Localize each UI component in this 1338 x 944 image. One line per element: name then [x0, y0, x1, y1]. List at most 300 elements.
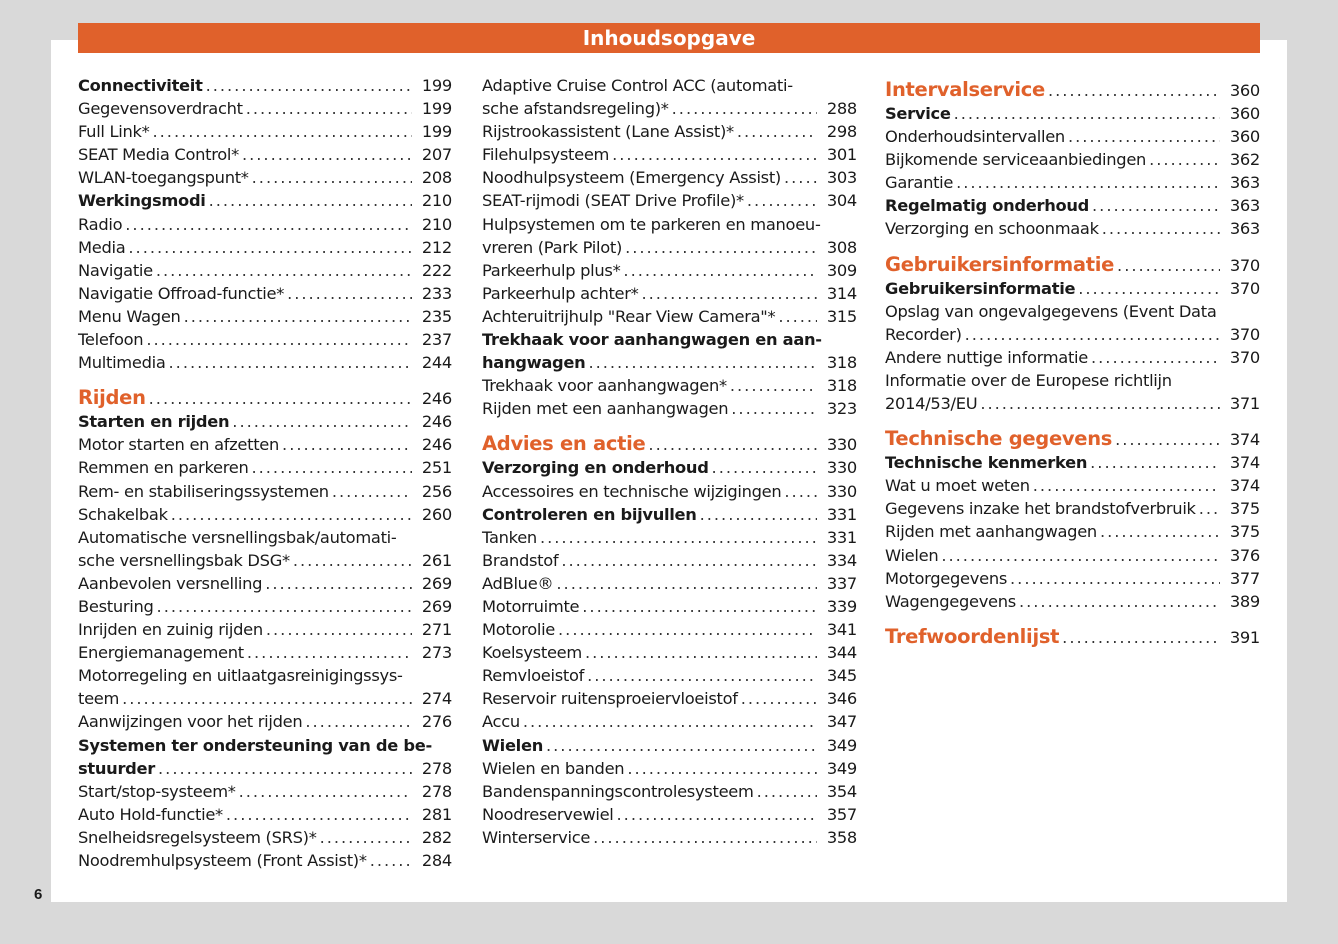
dot-leader [730, 376, 817, 395]
toc-entry-page: 212 [421, 237, 452, 257]
toc-entry[interactable] [78, 435, 452, 458]
toc-entry[interactable] [885, 150, 1260, 173]
toc-entry-title: Intervalservice [885, 78, 1045, 101]
toc-entry[interactable] [78, 712, 452, 735]
dot-leader [1100, 522, 1220, 541]
toc-entry[interactable] [78, 828, 452, 851]
toc-entry-title: Recorder) [885, 324, 962, 344]
toc-entry-page: 358 [826, 827, 857, 847]
toc-entry[interactable] [78, 482, 452, 505]
toc-entry[interactable] [885, 173, 1260, 196]
dot-leader [585, 643, 817, 662]
toc-entry-title: Opslag van ongevalgegevens (Event Data [885, 301, 1217, 321]
dot-leader [1091, 348, 1220, 367]
toc-entry[interactable] [885, 325, 1260, 348]
dot-leader [305, 712, 411, 731]
dot-leader [617, 805, 817, 824]
toc-entry-title: teem [78, 689, 120, 709]
dot-leader [226, 805, 412, 824]
toc-entry-page: 331 [826, 504, 857, 524]
dot-leader [1199, 499, 1220, 518]
toc-entry-page: 235 [421, 306, 452, 326]
toc-entry-title: Koelsysteem [482, 643, 582, 663]
toc-entry-page: 389 [1229, 591, 1260, 611]
toc-entry-page: 374 [1229, 453, 1260, 473]
toc-entry-page: 199 [421, 122, 452, 142]
toc-entry-page: 374 [1229, 430, 1260, 450]
toc-entry[interactable] [78, 353, 452, 376]
toc-entry[interactable] [885, 476, 1260, 499]
toc-entry-title: Connectiviteit [78, 76, 203, 95]
toc-entry[interactable] [885, 371, 1260, 394]
toc-entry[interactable] [78, 551, 452, 574]
dot-leader [980, 394, 1219, 413]
dot-leader [251, 458, 411, 477]
toc-entry-title: AdBlue® [482, 573, 554, 593]
toc-entry[interactable] [78, 122, 452, 145]
toc-entry-title: Systemen ter ondersteuning van de be- [78, 735, 432, 755]
toc-entry-page: 237 [421, 330, 452, 350]
toc-entry-page: 278 [421, 758, 452, 778]
toc-entry-page: 360 [1229, 81, 1260, 100]
toc-entry-title: Motorruimte [482, 596, 580, 616]
dot-leader [1149, 150, 1220, 169]
toc-entry-page: 330 [826, 481, 857, 501]
toc-entry-title: Brandstof [482, 550, 559, 570]
dot-leader [153, 122, 412, 141]
toc-entry-page: 360 [1229, 127, 1260, 147]
toc-entry-title: Adaptive Cruise Control ACC (automati- [482, 76, 793, 95]
toc-entry[interactable] [78, 261, 452, 284]
toc-entry-page: 269 [421, 596, 452, 616]
toc-entry[interactable] [78, 168, 452, 191]
toc-entry-page: 318 [826, 353, 857, 373]
toc-entry-title: Telefoon [78, 330, 144, 350]
toc-entry-title: Automatische versnellingsbak/automati- [78, 527, 397, 547]
toc-entry[interactable] [78, 145, 452, 168]
toc-entry-page: 271 [421, 620, 452, 640]
toc-entry-title: Full Link* [78, 122, 150, 142]
toc-entry-title: Rijden met aanhangwagen [885, 522, 1097, 542]
toc-entry[interactable] [78, 215, 452, 238]
toc-entry-title: Radio [78, 214, 123, 234]
toc-entry-page: 199 [421, 76, 452, 95]
toc-entry-page: 339 [826, 596, 857, 616]
toc-entry-title: Snelheidsregelsysteem (SRS)* [78, 827, 317, 847]
toc-entry-page: 273 [421, 643, 452, 663]
dot-leader [561, 551, 816, 570]
toc-entry-page: 301 [826, 145, 857, 165]
toc-entry-page: 344 [826, 643, 857, 663]
dot-leader [587, 666, 817, 685]
toc-entry-page: 347 [826, 712, 857, 732]
dot-leader [282, 435, 412, 454]
dot-leader [293, 551, 412, 570]
dot-leader [546, 736, 817, 755]
toc-entry-title: Accu [482, 712, 520, 732]
toc-entry[interactable] [78, 851, 452, 874]
toc-entry-title: Wielen en banden [482, 758, 625, 778]
dot-leader [1078, 279, 1220, 298]
toc-entry-title: Technische kenmerken [885, 453, 1088, 473]
dot-leader [747, 191, 817, 210]
toc-entry[interactable] [885, 219, 1260, 242]
toc-entry[interactable] [482, 828, 857, 851]
toc-entry-title: Navigatie Offroad-functie* [78, 283, 285, 303]
dot-leader [247, 643, 412, 662]
toc-entry-page: 371 [1229, 394, 1260, 414]
dot-leader [556, 574, 816, 593]
toc-entry-title: Reservoir ruitensproeiervloeistof [482, 689, 738, 709]
toc-entry-title: Motorgegevens [885, 568, 1008, 588]
page-title: Inhoudsopgave [78, 23, 1260, 53]
toc-entry-title: Gebruikersinformatie [885, 278, 1076, 298]
toc-column-3 [885, 78, 1260, 651]
toc-entry-title: SEAT-rijmodi (SEAT Drive Profile)* [482, 191, 744, 211]
toc-entry-title: Energiemanagement [78, 643, 244, 663]
toc-entry[interactable] [482, 620, 857, 643]
dot-leader [156, 261, 412, 280]
toc-entry-title: Schakelbak [78, 504, 168, 524]
toc-entry-title: Verzorging en onderhoud [482, 458, 709, 478]
toc-entry-page: 260 [421, 504, 452, 524]
toc-entry-page: 298 [826, 122, 857, 142]
toc-entry[interactable] [78, 330, 452, 353]
dot-leader [648, 435, 816, 454]
dot-leader [784, 482, 816, 501]
toc-entry[interactable] [482, 76, 857, 99]
dot-leader [1115, 430, 1220, 449]
dot-leader [128, 238, 411, 257]
dot-leader [184, 307, 412, 326]
toc-entry-page: 330 [826, 435, 857, 455]
toc-section-heading[interactable] [78, 386, 452, 412]
toc-entry[interactable] [78, 528, 452, 551]
dot-leader [287, 284, 412, 303]
dot-leader [582, 597, 817, 616]
toc-entry-page: 199 [421, 99, 452, 119]
toc-entry[interactable] [78, 620, 452, 643]
toc-entry-page: 308 [826, 237, 857, 257]
toc-section-heading[interactable] [885, 78, 1260, 104]
toc-entry-page: 282 [421, 827, 452, 847]
toc-entry-page: 363 [1229, 219, 1260, 239]
toc-entry[interactable] [78, 689, 452, 712]
toc-entry-page: 318 [826, 376, 857, 396]
toc-entry[interactable] [885, 546, 1260, 569]
toc-entry[interactable] [482, 482, 857, 505]
toc-entry-page: 274 [421, 689, 452, 709]
dot-leader [1010, 569, 1220, 588]
toc-entry[interactable] [885, 104, 1260, 127]
toc-entry-page: 208 [421, 168, 452, 188]
dot-leader [784, 168, 817, 187]
dot-leader [1062, 628, 1220, 647]
toc-entry-page: 357 [826, 804, 857, 824]
toc-entry-title: Aanwijzingen voor het rijden [78, 712, 303, 732]
toc-entry-page: 349 [826, 735, 857, 755]
toc-entry[interactable] [482, 330, 857, 353]
toc-entry-page: 375 [1229, 499, 1260, 519]
toc-section-heading[interactable] [482, 432, 857, 458]
toc-entry-title: Noodremhulpsysteem (Front Assist)* [78, 851, 367, 870]
toc-entry[interactable] [885, 453, 1260, 476]
toc-entry[interactable] [78, 805, 452, 828]
toc-entry-title: Winterservice [482, 827, 591, 847]
toc-entry-title: Regelmatig onderhoud [885, 196, 1090, 216]
toc-entry[interactable] [78, 238, 452, 261]
toc-entry-title: Menu Wagen [78, 306, 181, 326]
toc-entry-title: Starten en rijden [78, 412, 230, 432]
toc-entry-title: 2014/53/EU [885, 394, 978, 414]
toc-entry-page: 354 [826, 781, 857, 801]
toc-entry[interactable] [482, 597, 857, 620]
toc-entry-page: 233 [421, 283, 452, 303]
toc-entry[interactable] [482, 712, 857, 735]
toc-entry-title: Gegevens inzake het brandstofverbruik [885, 499, 1196, 519]
toc-entry-title: Inrijden en zuinig rijden [78, 620, 263, 640]
dot-leader [523, 712, 817, 731]
toc-entry[interactable] [482, 689, 857, 712]
toc-entry[interactable] [482, 284, 857, 307]
toc-entry-page: 303 [826, 168, 857, 188]
toc-entry-page: 278 [421, 781, 452, 801]
toc-entry-title: Remvloeistof [482, 666, 585, 686]
dot-leader [593, 828, 817, 847]
dot-leader [266, 620, 412, 639]
toc-entry-page: 281 [421, 804, 452, 824]
toc-entry[interactable] [78, 76, 452, 99]
dot-leader [612, 145, 817, 164]
dot-leader [588, 353, 816, 372]
toc-entry-title: Werkingsmodi [78, 191, 206, 211]
toc-entry-title: Parkeerhulp plus* [482, 260, 621, 280]
toc-entry-page: 331 [826, 527, 857, 547]
toc-entry[interactable] [482, 643, 857, 666]
dot-leader [1117, 256, 1220, 275]
dot-leader [954, 104, 1220, 123]
toc-entry[interactable] [482, 122, 857, 145]
dot-leader [122, 689, 412, 708]
toc-entry-page: 261 [421, 550, 452, 570]
toc-entry-title: Accessoires en technische wijzigingen [482, 481, 782, 501]
dot-leader [239, 782, 412, 801]
toc-entry-title: sche versnellingsbak DSG* [78, 550, 290, 570]
toc-entry-page: 288 [826, 99, 857, 119]
toc-entry[interactable] [482, 145, 857, 168]
toc-entry-title: Achteruitrijhulp "Rear View Camera"* [482, 306, 776, 326]
toc-entry-title: Hulpsystemen om te parkeren en manoeu- [482, 214, 821, 234]
toc-entry-title: Motorolie [482, 620, 556, 640]
toc-entry-page: 246 [421, 435, 452, 455]
dot-leader [778, 307, 816, 326]
dot-leader [700, 505, 817, 524]
toc-entry-page: 256 [421, 481, 452, 501]
toc-entry-title: Informatie over de Europese richtlijn [885, 370, 1172, 390]
toc-entry[interactable] [482, 99, 857, 122]
toc-entry-title: Motorregeling en uitlaatgasreinigingssys- [78, 666, 403, 686]
toc-entry[interactable] [78, 284, 452, 307]
toc-entry-title: Technische gegevens [885, 427, 1113, 451]
dot-leader [149, 389, 412, 408]
toc-entry-page: 370 [1229, 255, 1260, 275]
toc-entry[interactable] [78, 759, 452, 782]
toc-entry[interactable] [885, 127, 1260, 150]
toc-entry[interactable] [78, 643, 452, 666]
toc-entry-title: Start/stop-systeem* [78, 781, 236, 801]
toc-entry-page: 244 [421, 353, 452, 373]
toc-entry-page: 246 [421, 389, 452, 409]
toc-entry-page: 330 [826, 458, 857, 478]
toc-entry[interactable] [78, 307, 452, 330]
toc-column-2 [482, 76, 857, 851]
toc-entry[interactable] [885, 522, 1260, 545]
dot-leader [320, 828, 412, 847]
dot-leader [712, 458, 817, 477]
toc-entry[interactable] [885, 592, 1260, 615]
dot-leader [265, 574, 412, 593]
toc-entry-page: 337 [826, 573, 857, 593]
toc-entry[interactable] [482, 666, 857, 689]
toc-entry-page: 363 [1229, 173, 1260, 193]
dot-leader [209, 191, 412, 210]
toc-entry[interactable] [482, 551, 857, 574]
toc-entry[interactable] [78, 458, 452, 481]
toc-entry[interactable] [885, 279, 1260, 302]
dot-leader [737, 122, 817, 141]
toc-entry[interactable] [78, 574, 452, 597]
toc-entry-page: 341 [826, 620, 857, 640]
dot-leader [956, 173, 1220, 192]
toc-entry-page: 370 [1229, 347, 1260, 367]
toc-entry-title: Advies en actie [482, 432, 646, 456]
toc-entry-page: 210 [421, 214, 452, 234]
toc-entry-page: 304 [826, 191, 857, 211]
toc-entry-title: Service [885, 104, 951, 123]
dot-leader [540, 528, 817, 547]
dot-leader [158, 759, 412, 778]
toc-entry[interactable] [78, 666, 452, 689]
toc-entry[interactable] [78, 412, 452, 435]
toc-entry-title: Wat u moet weten [885, 476, 1030, 496]
toc-entry-title: Bandenspanningscontrolesysteem [482, 781, 754, 801]
toc-entry-title: Navigatie [78, 260, 153, 280]
toc-entry[interactable] [78, 505, 452, 528]
toc-entry-title: hangwagen [482, 353, 586, 373]
toc-entry-title: Bijkomende serviceaanbiedingen [885, 150, 1147, 170]
page-number: 6 [34, 886, 43, 903]
toc-entry[interactable] [78, 736, 452, 759]
toc-entry-title: Rijden [78, 386, 146, 410]
toc-entry[interactable] [482, 191, 857, 214]
dot-leader [146, 330, 412, 349]
dot-leader [623, 261, 816, 280]
toc-entry[interactable] [482, 215, 857, 238]
toc-entry[interactable] [885, 348, 1260, 371]
toc-entry[interactable] [78, 191, 452, 214]
toc-entry[interactable] [885, 499, 1260, 522]
toc-entry[interactable] [482, 353, 857, 376]
dot-leader [1092, 196, 1220, 215]
toc-entry[interactable] [885, 196, 1260, 219]
toc-entry[interactable] [482, 168, 857, 191]
toc-entry[interactable] [482, 782, 857, 805]
toc-entry[interactable] [482, 261, 857, 284]
toc-entry-title: Gegevensoverdracht [78, 99, 243, 119]
dot-leader [741, 689, 817, 708]
toc-entry-page: 360 [1229, 104, 1260, 123]
dot-leader [171, 505, 412, 524]
toc-entry-page: 323 [826, 399, 857, 419]
toc-entry-title: Noodreservewiel [482, 804, 614, 824]
toc-entry-page: 251 [421, 458, 452, 478]
dot-leader [232, 412, 412, 431]
toc-entry-title: Controleren en bijvullen [482, 504, 697, 524]
toc-entry[interactable] [78, 782, 452, 805]
toc-section-heading[interactable] [885, 427, 1260, 453]
toc-entry[interactable] [78, 597, 452, 620]
dot-leader [642, 284, 817, 303]
toc-entry-title: sche afstandsregeling)* [482, 99, 669, 119]
toc-entry[interactable] [482, 458, 857, 481]
toc-entry[interactable] [482, 505, 857, 528]
toc-entry-title: WLAN-toegangspunt* [78, 168, 249, 188]
toc-entry-title: SEAT Media Control* [78, 145, 239, 165]
dot-leader [206, 76, 412, 95]
toc-section-heading[interactable] [885, 625, 1260, 651]
dot-leader [1102, 219, 1220, 238]
toc-entry[interactable] [885, 394, 1260, 417]
toc-entry[interactable] [482, 574, 857, 597]
toc-entry[interactable] [885, 302, 1260, 325]
dot-leader [757, 782, 817, 801]
dot-leader [965, 325, 1220, 344]
toc-entry[interactable] [482, 399, 857, 422]
toc-entry[interactable] [482, 528, 857, 551]
toc-entry[interactable] [482, 307, 857, 330]
toc-entry-page: 375 [1229, 522, 1260, 542]
toc-entry-title: Onderhoudsintervallen [885, 127, 1065, 147]
toc-entry-page: 345 [826, 666, 857, 686]
toc-entry[interactable] [482, 238, 857, 261]
toc-entry-title: Trekhaak voor aanhangwagen en aan- [482, 330, 822, 350]
dot-leader [625, 238, 817, 257]
toc-entry[interactable] [885, 569, 1260, 592]
toc-entry-page: 376 [1229, 545, 1260, 565]
toc-entry-title: Tanken [482, 527, 537, 547]
toc-entry-title: Trefwoordenlijst [885, 624, 1060, 648]
toc-entry-page: 363 [1229, 196, 1260, 216]
toc-entry[interactable] [482, 759, 857, 782]
toc-entry-page: 362 [1229, 150, 1260, 170]
toc-entry-page: 374 [1229, 476, 1260, 496]
toc-section-heading[interactable] [885, 253, 1260, 279]
toc-entry[interactable] [482, 805, 857, 828]
toc-entry[interactable] [482, 376, 857, 399]
toc-entry[interactable] [482, 736, 857, 759]
toc-entry-title: Besturing [78, 596, 154, 616]
toc-entry-title: Verzorging en schoonmaak [885, 219, 1099, 239]
dot-leader [1048, 81, 1220, 100]
toc-entry-page: 314 [826, 283, 857, 303]
toc-entry[interactable] [78, 99, 452, 122]
toc-entry-page: 246 [421, 412, 452, 432]
toc-entry-page: 334 [826, 550, 857, 570]
toc-column-1 [78, 76, 452, 874]
dot-leader [252, 168, 412, 187]
toc-entry-page: 269 [421, 573, 452, 593]
toc-entry-title: Auto Hold-functie* [78, 804, 223, 824]
